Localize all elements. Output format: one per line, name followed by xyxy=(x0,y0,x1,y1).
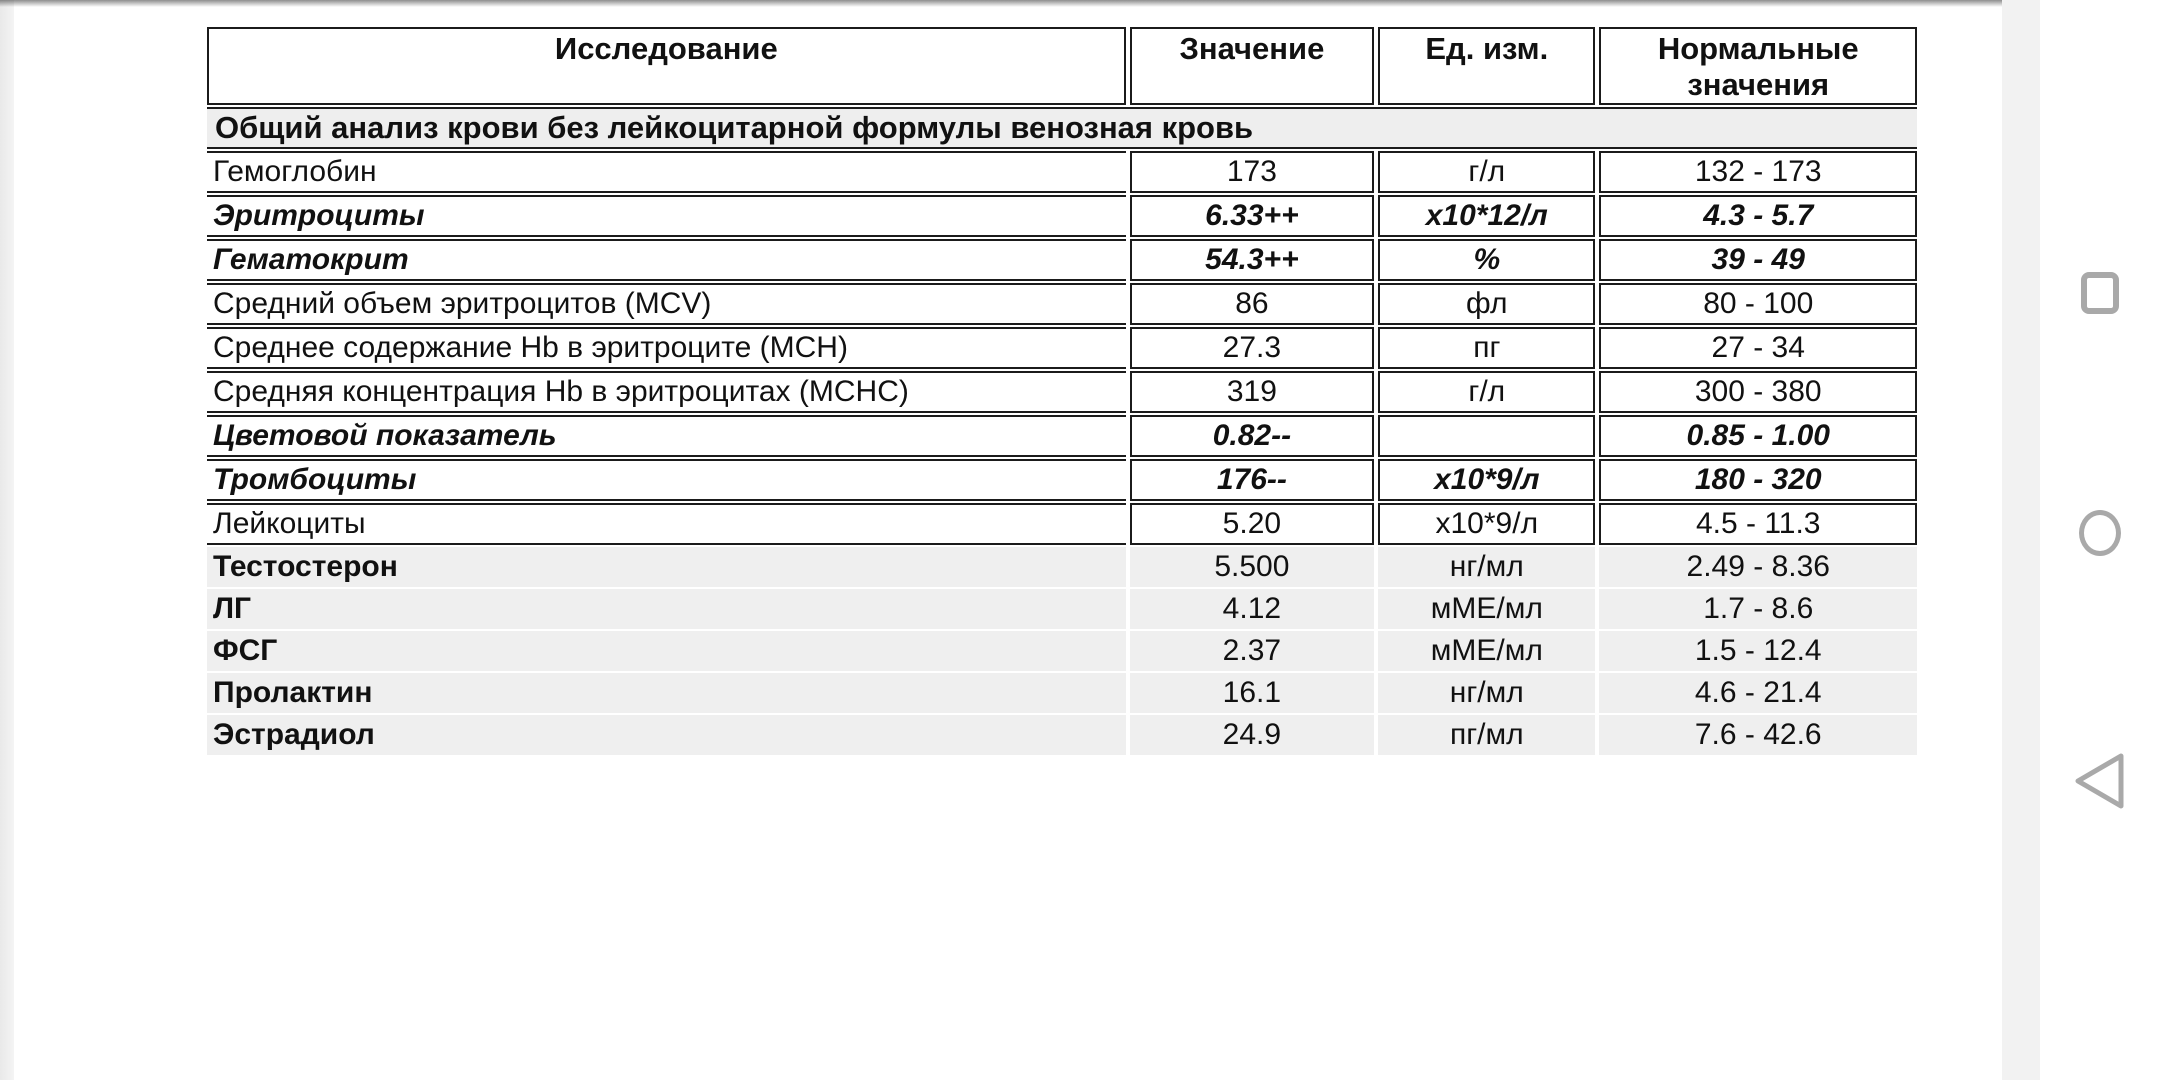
test-value-cell: 176-- xyxy=(1130,459,1375,501)
test-unit-cell: х10*9/л xyxy=(1378,503,1595,545)
test-value-cell: 5.500 xyxy=(1130,547,1375,587)
test-name-cell: ЛГ xyxy=(207,589,1126,629)
table-row xyxy=(207,459,1917,501)
test-name-cell: Средний объем эритроцитов (MCV) xyxy=(207,283,1126,325)
android-navigation-bar xyxy=(2040,0,2160,1080)
test-name-cell: Тестостерон xyxy=(207,547,1126,587)
column-header-unit: Ед. изм. xyxy=(1378,27,1595,105)
test-value-cell: 4.12 xyxy=(1130,589,1375,629)
test-name-cell: Цветовой показатель xyxy=(207,415,1126,457)
table-row xyxy=(207,715,1917,755)
table-row xyxy=(207,151,1917,193)
test-name-cell: Пролактин xyxy=(207,673,1126,713)
triangle-left-glyph xyxy=(2073,750,2127,812)
test-range-cell: 80 - 100 xyxy=(1599,283,1917,325)
table-row xyxy=(207,239,1917,281)
test-unit-cell: х10*12/л xyxy=(1378,195,1595,237)
test-unit-cell: х10*9/л xyxy=(1378,459,1595,501)
test-value-cell: 54.3++ xyxy=(1130,239,1375,281)
lab-results-table xyxy=(203,25,1921,757)
test-range-cell: 4.6 - 21.4 xyxy=(1599,673,1917,713)
test-value-cell: 173 xyxy=(1130,151,1375,193)
table-row xyxy=(207,371,1917,413)
top-shadow xyxy=(0,0,2002,7)
table-row xyxy=(207,589,1917,629)
test-name-cell: ФСГ xyxy=(207,631,1126,671)
column-header-range: Нормальные значения xyxy=(1599,27,1917,105)
lab-table-body xyxy=(207,107,1917,755)
back-triangle-icon[interactable] xyxy=(2073,750,2127,812)
test-name-cell: Эстрадиол xyxy=(207,715,1126,755)
table-row xyxy=(207,283,1917,325)
test-range-cell: 7.6 - 42.6 xyxy=(1599,715,1917,755)
table-row xyxy=(207,195,1917,237)
scrollbar-track[interactable] xyxy=(2002,0,2040,1080)
test-range-cell: 132 - 173 xyxy=(1599,151,1917,193)
section-header-row xyxy=(207,107,1917,149)
test-unit-cell xyxy=(1378,415,1595,457)
column-header-value: Значение xyxy=(1130,27,1375,105)
test-unit-cell: нг/мл xyxy=(1378,547,1595,587)
test-name-cell: Средняя концентрация Hb в эритроцитах (MCHC) xyxy=(207,371,1126,413)
test-range-cell: 180 - 320 xyxy=(1599,459,1917,501)
test-name-cell: Эритроциты xyxy=(207,195,1126,237)
test-name-cell: Тромбоциты xyxy=(207,459,1126,501)
test-range-cell: 1.7 - 8.6 xyxy=(1599,589,1917,629)
header-row xyxy=(207,27,1917,105)
test-range-cell: 27 - 34 xyxy=(1599,327,1917,369)
test-unit-cell: нг/мл xyxy=(1378,673,1595,713)
test-value-cell: 86 xyxy=(1130,283,1375,325)
table-row xyxy=(207,503,1917,545)
test-range-cell: 4.3 - 5.7 xyxy=(1599,195,1917,237)
test-value-cell: 319 xyxy=(1130,371,1375,413)
test-value-cell: 5.20 xyxy=(1130,503,1375,545)
test-name-cell: Среднее содержание Hb в эритроците (MCH) xyxy=(207,327,1126,369)
test-range-cell: 0.85 - 1.00 xyxy=(1599,415,1917,457)
table-row xyxy=(207,327,1917,369)
test-value-cell: 0.82-- xyxy=(1130,415,1375,457)
test-unit-cell: фл xyxy=(1378,283,1595,325)
test-range-cell: 39 - 49 xyxy=(1599,239,1917,281)
test-name-cell: Гематокрит xyxy=(207,239,1126,281)
test-name-cell: Лейкоциты xyxy=(207,503,1126,545)
test-unit-cell: г/л xyxy=(1378,371,1595,413)
test-name-cell: Гемоглобин xyxy=(207,151,1126,193)
test-value-cell: 27.3 xyxy=(1130,327,1375,369)
section-title: Общий анализ крови без лейкоцитарной формулы венозная кровь xyxy=(207,107,1917,149)
test-unit-cell: % xyxy=(1378,239,1595,281)
table-header xyxy=(207,27,1917,105)
table-row xyxy=(207,673,1917,713)
test-range-cell: 1.5 - 12.4 xyxy=(1599,631,1917,671)
test-value-cell: 2.37 xyxy=(1130,631,1375,671)
test-range-cell: 4.5 - 11.3 xyxy=(1599,503,1917,545)
recents-square-icon[interactable] xyxy=(2081,272,2119,314)
test-unit-cell: пг/мл xyxy=(1378,715,1595,755)
table-row xyxy=(207,547,1917,587)
test-value-cell: 16.1 xyxy=(1130,673,1375,713)
test-unit-cell: мМЕ/мл xyxy=(1378,589,1595,629)
test-value-cell: 24.9 xyxy=(1130,715,1375,755)
table-row xyxy=(207,631,1917,671)
test-unit-cell: г/л xyxy=(1378,151,1595,193)
column-header-test: Исследование xyxy=(207,27,1126,105)
test-unit-cell: пг xyxy=(1378,327,1595,369)
test-range-cell: 2.49 - 8.36 xyxy=(1599,547,1917,587)
home-circle-icon[interactable] xyxy=(2079,510,2121,556)
table-row xyxy=(207,415,1917,457)
test-range-cell: 300 - 380 xyxy=(1599,371,1917,413)
page-left-edge xyxy=(0,0,14,1080)
test-value-cell: 6.33++ xyxy=(1130,195,1375,237)
test-unit-cell: мМЕ/мл xyxy=(1378,631,1595,671)
